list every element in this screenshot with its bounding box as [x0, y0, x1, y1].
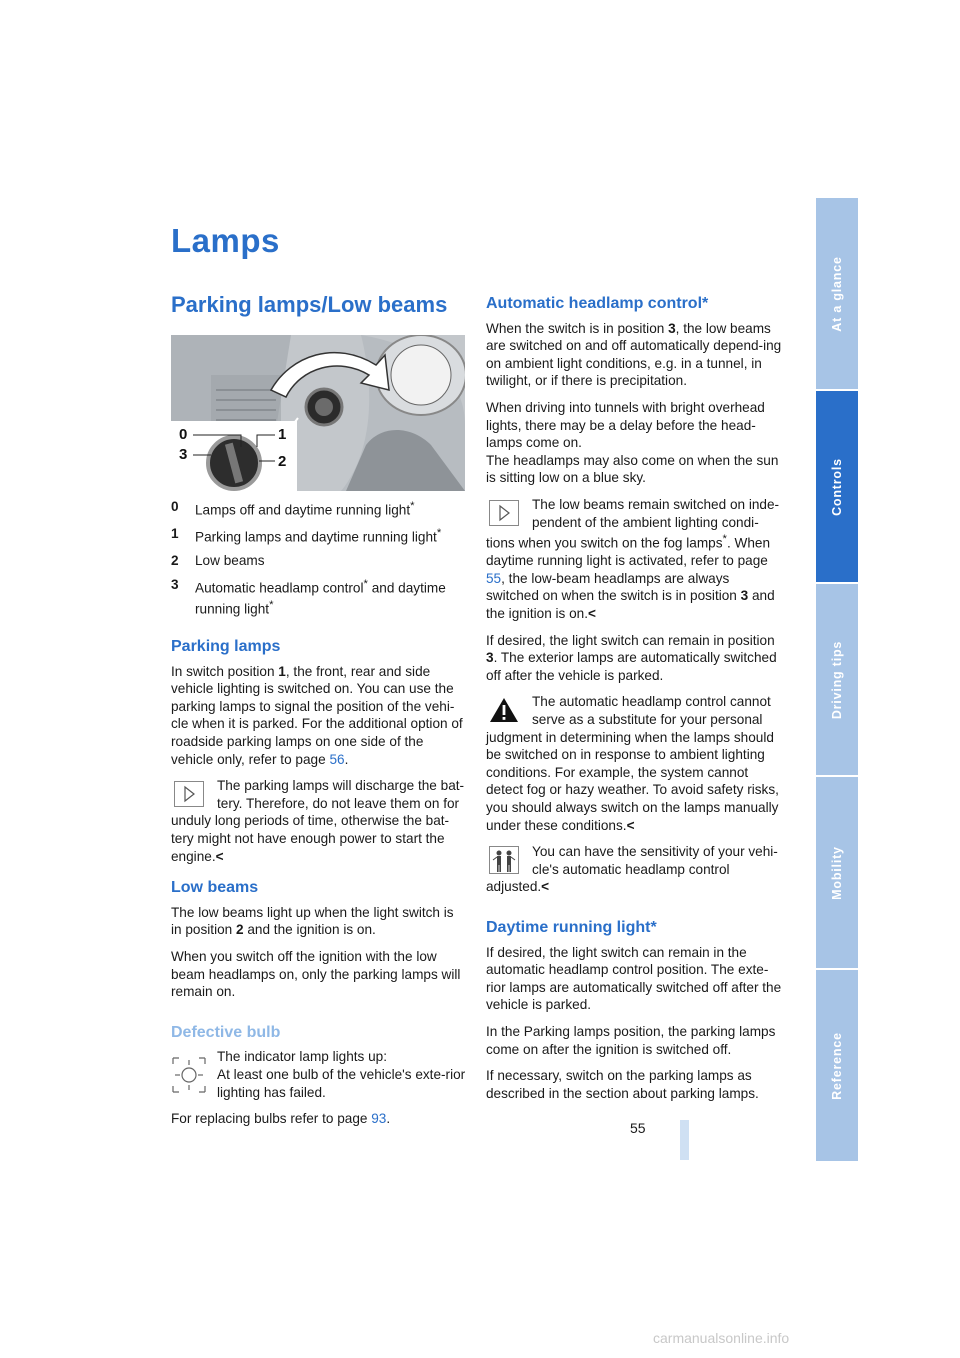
sidebar-tab-mobility[interactable]: Mobility	[816, 777, 858, 968]
warning-icon	[486, 695, 522, 725]
page-link[interactable]: 55	[486, 570, 502, 586]
warning-text: The automatic headlamp control cannot serve as a substitute for your personal judgment in determining when the lamps should be switched on in response to ambient lighting conditions. For example, the system cannot detect fog or hazy weather. To avoid safety risks, you should always switch on the lamps manually under these conditions.	[486, 694, 779, 833]
sidebar-tab-controls[interactable]: Controls	[816, 391, 858, 582]
page-number: 55	[630, 1120, 646, 1136]
sidebar-tab-at-a-glance[interactable]: At a glance	[816, 198, 858, 389]
position-item	[171, 552, 467, 570]
daytime-text-2: In the Parking lamps position, the parking lamps come on after the ignition is switched off.	[486, 1023, 776, 1057]
position-number: 3	[171, 576, 179, 592]
low-beams-text: The low beams light up when the light switch is in position 2 and the ignition is on.	[171, 904, 454, 938]
auto-text-1: When the switch is in position 3, the low beams are switched on and off automatically depend-ing on ambient light conditions, e.g. in a tunnel, in twilight, or if there is precipitation.	[486, 320, 782, 389]
position-number: 2	[171, 553, 179, 569]
daytime-text-1: If desired, the light switch can remain in the automatic headlamp control position. The exte-rior lamps are automatically switched off after the vehicle is parked.	[486, 944, 782, 1013]
position-number: 1	[171, 526, 179, 542]
position-text: Parking lamps and daytime running light	[195, 529, 437, 545]
warning-block	[486, 693, 782, 834]
watermark: carmanualsonline.info	[653, 1330, 790, 1346]
option-star: *	[436, 527, 442, 540]
light-switch-figure	[171, 335, 465, 491]
figure-label-1: 1	[278, 426, 287, 443]
auto-headlamp-heading: Automatic headlamp control*	[486, 295, 709, 312]
sidebar-tab-driving-tips[interactable]: Driving tips	[816, 584, 858, 775]
bulb-indicator-icon	[171, 1050, 207, 1100]
daytime-text-3: If necessary, switch on the parking lamps as described in the section about parking lamps.	[486, 1068, 759, 1101]
figure-label-2: 2	[278, 453, 287, 470]
right-column	[486, 295, 782, 1111]
indicator-line-2: At least one bulb of the vehicle's exte-rior lighting has failed.	[217, 1066, 466, 1100]
auto-text-2: When driving into tunnels with bright overhead lights, there may be a delay before the head-lamps come on.	[486, 399, 765, 451]
section-heading: Parking lamps/Low beams	[171, 292, 448, 317]
position-text: and daytime running light	[195, 580, 446, 617]
end-marker: <	[215, 848, 224, 864]
note-text: The parking lamps will discharge the bat-tery. Therefore, do not leave them on for unduly long periods of time, otherwise the bat-tery might not have enough power to start the engine.	[171, 778, 465, 864]
position-item	[171, 498, 467, 519]
end-marker: <	[588, 606, 596, 622]
note-icon	[486, 498, 522, 528]
end-marker: <	[626, 817, 635, 833]
page-link[interactable]: 93	[371, 1111, 387, 1127]
low-beams-text-2: When you switch off the ignition with the low beam headlamps on, only the parking lamps will remain on.	[171, 949, 461, 1000]
auto-text-3: The headlamps may also come on when the sun is sitting low on a blue sky.	[486, 452, 779, 486]
option-star: *	[269, 598, 274, 611]
position-text: Low beams	[195, 553, 265, 569]
note-block: The low beams remain switched on inde-pendent of the ambient lighting condi-tions when you switch on the fog lamps*. When daytime running light is activated, refer to page 55, the low-beam headlamps are always switched on when the switch is in position 3 and the ignition is on.<	[486, 496, 780, 622]
page-marker-bar	[680, 1120, 689, 1160]
defective-bulb-heading: Defective bulb	[171, 1023, 281, 1041]
light-switch-photo	[171, 335, 465, 491]
note-icon	[171, 779, 207, 809]
service-icon	[486, 845, 522, 875]
page-link[interactable]: 56	[329, 751, 345, 767]
page-title: Lamps	[171, 222, 280, 259]
figure-label-0: 0	[179, 426, 188, 443]
figure-label-3: 3	[179, 446, 188, 463]
replace-bulbs-text: For replacing bulbs refer to page 93.	[171, 1111, 391, 1127]
daytime-running-heading: Daytime running light*	[486, 918, 657, 936]
low-beams-heading: Low beams	[171, 879, 259, 897]
indicator-line-1: The indicator lamp lights up:	[217, 1049, 388, 1065]
auto-text-4: If desired, the light switch can remain in position 3. The exterior lamps are automatically switched off after the vehicle is parked.	[486, 632, 777, 683]
position-item	[171, 525, 467, 546]
indicator-note	[171, 1048, 467, 1101]
position-text: Lamps off and daytime running light	[195, 502, 411, 518]
option-star: *	[363, 577, 368, 590]
service-block	[486, 843, 782, 896]
end-marker: <	[541, 879, 550, 895]
position-number: 0	[171, 499, 179, 514]
note-block	[171, 777, 467, 865]
option-star: *	[722, 533, 727, 546]
sidebar-tab-reference[interactable]: Reference	[816, 970, 858, 1161]
position-text: Automatic headlamp control	[195, 580, 364, 596]
option-star: *	[410, 500, 415, 512]
position-item	[171, 576, 467, 618]
parking-lamps-text: In switch position 1, the front, rear and side vehicle lighting is switched on. You can use the parking lamps to signal the position of the vehi-cle when it is parked. For the additional option of roadside parking lamps on one side of the vehicle only, refer to page 56.	[171, 663, 463, 767]
left-column	[171, 498, 467, 1137]
service-text: You can have the sensitivity of your vehi-cle's automatic headlamp control adjusted.	[486, 844, 778, 895]
parking-lamps-heading: Parking lamps	[171, 638, 281, 656]
